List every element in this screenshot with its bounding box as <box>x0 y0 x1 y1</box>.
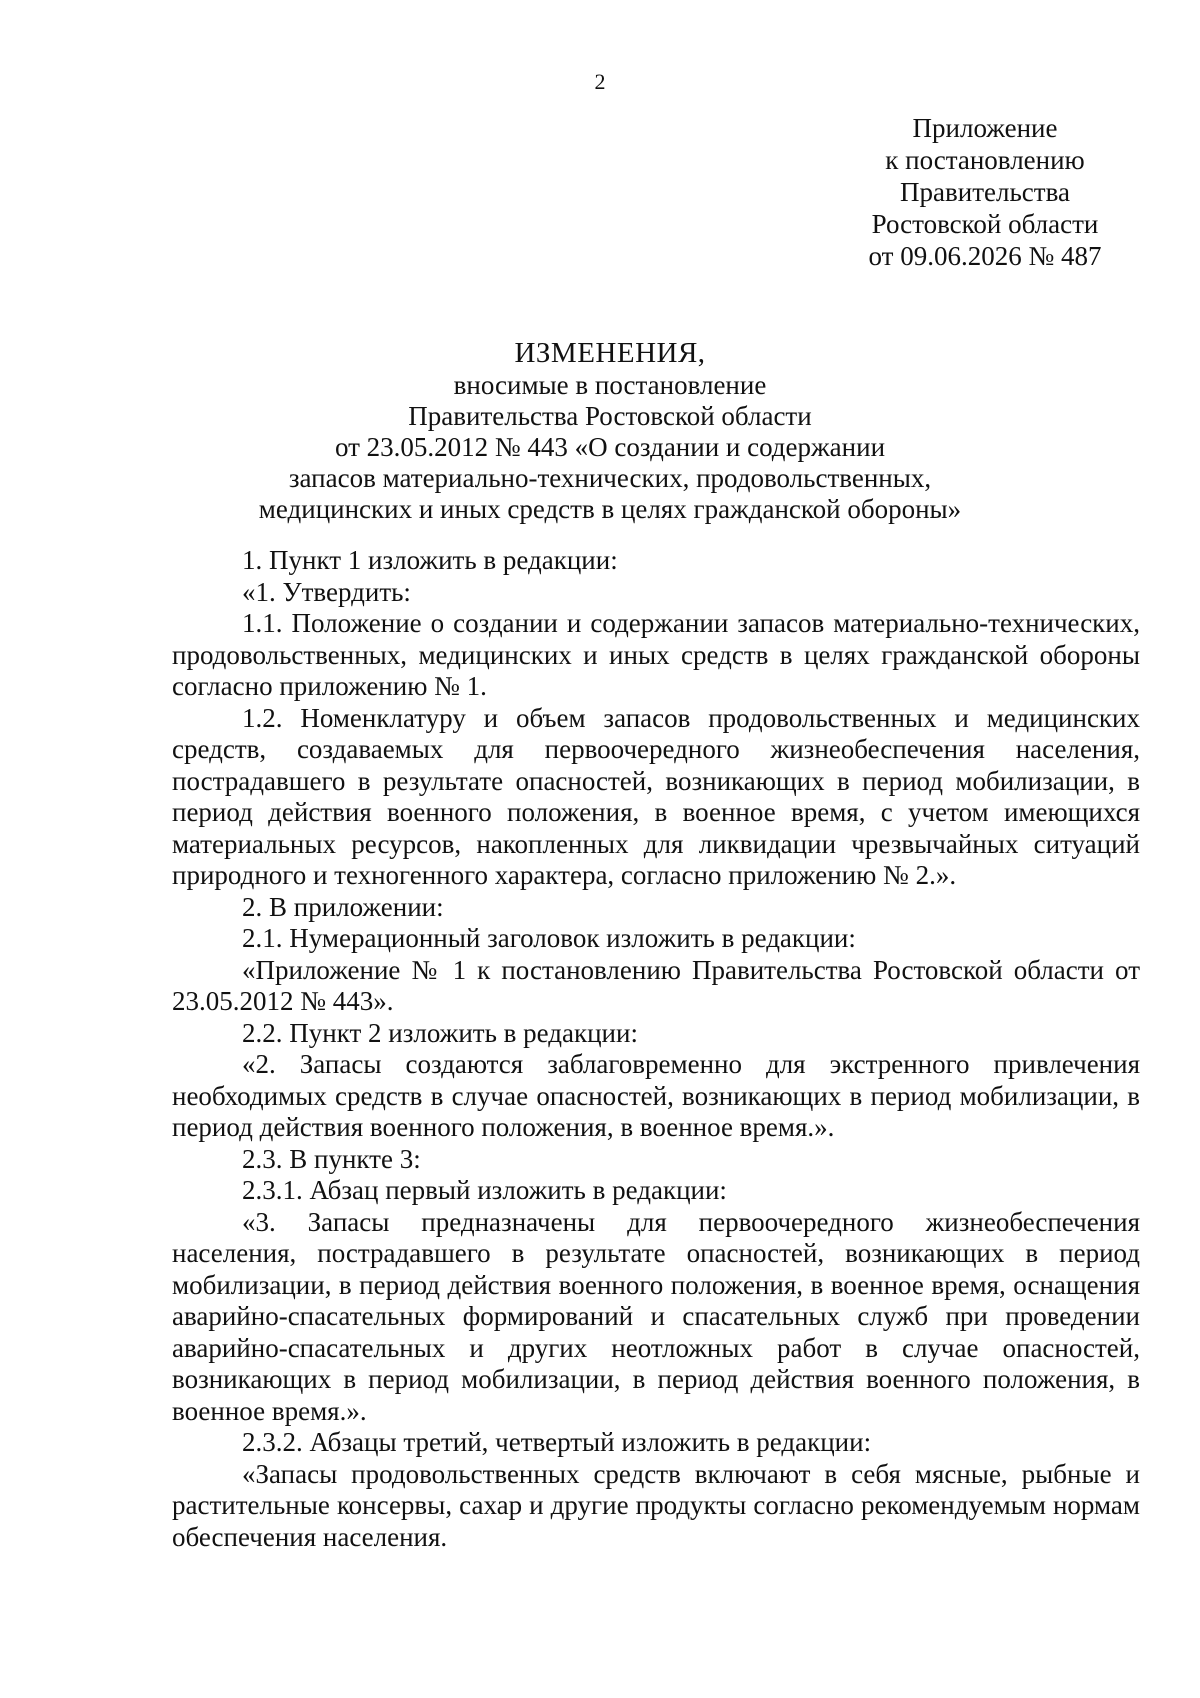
page-number: 2 <box>594 69 606 94</box>
paragraph: «1. Утвердить: <box>242 576 411 607</box>
appendix-line: Приложение <box>912 113 1058 143</box>
appendix-line: к постановлению <box>885 145 1085 175</box>
heading-line: запасов материально-технических, продовольственных, <box>288 463 932 493</box>
document-heading <box>160 336 1060 525</box>
heading-line: вносимые в постановление <box>453 370 767 400</box>
paragraph: 2.3. В пункте 3: <box>242 1143 421 1174</box>
paragraph: 2.2. Пункт 2 изложить в редакции: <box>242 1017 638 1048</box>
heading-line: медицинских и иных средств в целях гражданской обороны» <box>258 494 962 524</box>
paragraph: 2.3.2. Абзацы третий, четвертый изложить в редакции: <box>242 1427 872 1457</box>
appendix-line: от 09.06.2026 № 487 <box>868 241 1102 271</box>
paragraph: «Приложение № 1 к постановлению Правительства Ростовской области от 23.05.2012 № 443». <box>172 954 1140 1016</box>
appendix-line: Ростовской области <box>871 209 1099 239</box>
paragraph: 2.1. Нумерационный заголовок изложить в редакции: <box>242 923 856 953</box>
document-title: ИЗМЕНЕНИЯ, <box>514 337 706 369</box>
heading-line: Правительства Ростовской области <box>408 401 812 431</box>
paragraph: 2. В приложении: <box>242 891 444 922</box>
paragraph: 1.2. Номенклатуру и объем запасов продовольственных и медицинских средств, создаваемых для первоочередного жизнеобеспечения населения, пострадавшего в результате опасностей, возникающих в период мобилизации, в период действия военного положения, в военное время, с учетом имеющихся материальных ресурсов, накопленных для ликвидации чрезвычайных ситуаций природного и техногенного характера, согласно приложению № 2.». <box>172 702 1140 890</box>
appendix-reference <box>820 112 1150 272</box>
heading-line: от 23.05.2012 № 443 «О создании и содержании <box>334 432 886 462</box>
paragraph: «3. Запасы предназначены для первоочередного жизнеобеспечения населения, пострадавшего в результате опасностей, возникающих в период мобилизации, в период действия военного положения, в военное время, оснащения аварийно-спасательных формирований и спасательных служб при проведении аварийно-спасательных и других неотложных работ в случае опасностей, возникающих в период мобилизации, в период действия военного положения, в военное время.». <box>172 1206 1140 1426</box>
paragraph: 1.1. Положение о создании и содержании запасов материально-технических, продовольственных, медицинских и иных средств в целях гражданской обороны согласно приложению № 1. <box>172 608 1140 701</box>
paragraph: 2.3.1. Абзац первый изложить в редакции: <box>242 1175 727 1205</box>
paragraph: 1. Пункт 1 изложить в редакции: <box>242 545 618 575</box>
appendix-line: Правительства <box>900 177 1070 207</box>
paragraph: «2. Запасы создаются заблаговременно для экстренного привлечения необходимых средств в случае опасностей, возникающих в период мобилизации, в период действия военного положения, в военное время.». <box>172 1049 1140 1142</box>
document-body <box>172 545 1140 1553</box>
paragraph: «Запасы продовольственных средств включают в себя мясные, рыбные и растительные консервы, сахар и другие продукты согласно рекомендуемым нормам обеспечения населения. <box>172 1458 1140 1552</box>
